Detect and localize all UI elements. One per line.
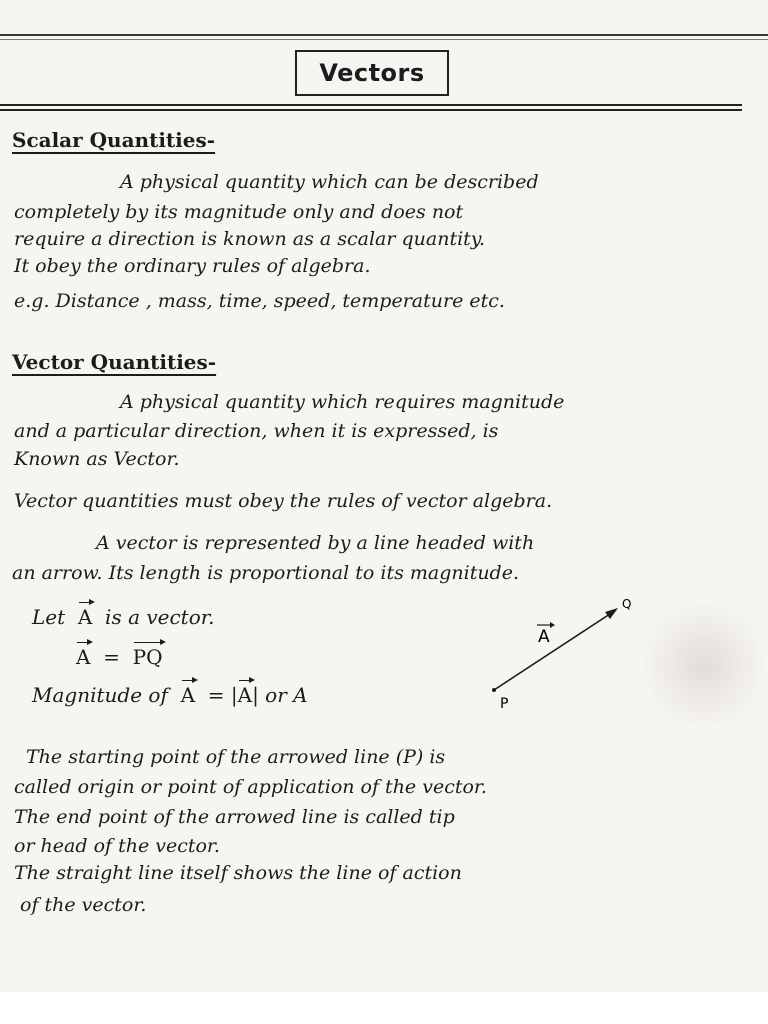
mag-eq: =: [207, 683, 225, 707]
mag-or: or A: [265, 683, 308, 707]
vector-line-6: an arrow. Its length is proportional to its magnitude.: [12, 562, 520, 584]
vector-line-3: Known as Vector.: [14, 448, 180, 470]
scalar-line-1: A physical quantity which can be described: [120, 171, 539, 193]
vector-line-2: and a particular direction, when it is expressed, is: [14, 420, 499, 442]
scalar-heading: Scalar Quantities-: [12, 128, 216, 152]
vector-a-bar-head: [550, 622, 555, 628]
page-bottom-margin: [0, 992, 768, 1024]
top-rule: [0, 34, 768, 36]
abs-open: |: [230, 683, 238, 707]
origin-line-2: called origin or point of application of the vector.: [14, 776, 487, 798]
vector-heading: Vector Quantities-: [12, 350, 217, 374]
mag-var: A: [180, 683, 196, 707]
mag-prefix: Magnitude of: [32, 683, 168, 707]
point-p-label: P: [500, 696, 509, 712]
equation-a-pq: [76, 645, 163, 669]
tip-line-1: The end point of the arrowed line is called tip: [14, 806, 455, 828]
vector-line: [494, 610, 616, 690]
scalar-example-line: e.g. Distance , mass, time, speed, temperature etc.: [14, 290, 505, 312]
origin-line-1: The starting point of the arrowed line (P) is: [26, 746, 446, 768]
vector-a-symbol: A: [77, 605, 93, 629]
vector-line-5: A vector is represented by a line headed with: [96, 532, 535, 554]
scalar-line-3: require a direction is known as a scalar quantity.: [14, 228, 486, 250]
tip-line-2: or head of the vector.: [14, 835, 220, 857]
arrow-head: [605, 608, 618, 619]
page-title: Vectors: [319, 59, 425, 87]
vector-line-4: Vector quantities must obey the rules of vector algebra.: [14, 490, 553, 512]
title-box: [295, 50, 449, 96]
paper-smudge: [640, 600, 768, 730]
vector-line-1: A physical quantity which requires magnitude: [120, 391, 565, 413]
abs-var: A: [237, 683, 253, 707]
action-line-1: The straight line itself shows the line of action: [14, 862, 462, 884]
origin-point: [492, 688, 496, 692]
action-line-2: of the vector.: [20, 894, 147, 916]
vector-a-label: A: [538, 627, 550, 647]
abs-close: |: [252, 683, 259, 707]
title-underline-rule: [0, 104, 742, 106]
let-statement: [32, 605, 214, 629]
point-q-label: Q: [622, 597, 632, 611]
scalar-line-2: completely by its magnitude only and does not: [14, 201, 464, 223]
top-rule-secondary: [0, 39, 768, 40]
magnitude-statement: [32, 683, 308, 707]
title-underline-rule-2: [0, 109, 742, 111]
eq-lhs: A: [76, 645, 91, 669]
let-prefix: Let: [32, 605, 66, 629]
eq-rhs: PQ: [132, 645, 163, 669]
scalar-line-4: It obey the ordinary rules of algebra.: [14, 255, 371, 277]
let-suffix: is a vector.: [105, 605, 215, 629]
vector-diagram: [480, 590, 650, 720]
eq-sign: =: [103, 645, 120, 669]
